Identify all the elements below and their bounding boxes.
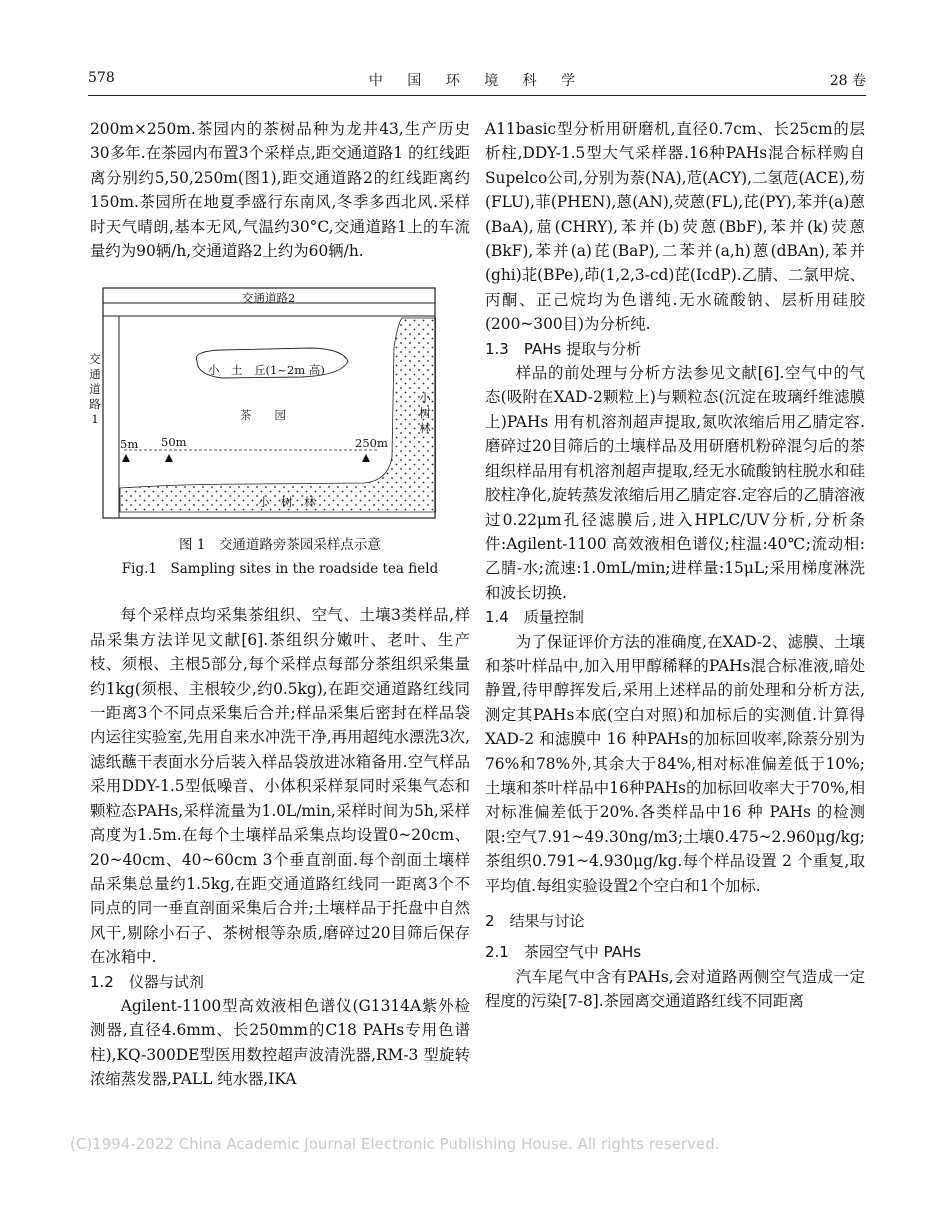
journal-title: 中 国 环 境 科 学 xyxy=(368,73,586,89)
section-2-1-heading: 2.1 茶园空气中 PAHs xyxy=(485,943,642,962)
figure-caption-en: Fig.1 Sampling sites in the roadside tea field xyxy=(121,561,439,578)
paragraph-reagents: A11basic型分析用研磨机,直径0.7cm、长25cm的层析柱,DDY-1.5型大气采样器.16种PAHs混合标样购自Supelco公司,分别为萘(NA),苊(ACY),二氢苊(ACE),芴(FLU),菲(PHEN),蒽(AN),荧蒽(FL),芘(PY),苯并(a)蒽(BaA),䓛(CHRY),苯并(b)荧蒽(BbF),苯并(k)荧蒽(BkF),苯并(a)芘(BaP),二苯并(a,h)蒽(dBAn),苯并(ghi)苝(BPe),茚(1,2,3-cd)芘(IcdP).乙腈、二氯甲烷、丙酮、正己烷均为色谱纯.无水硫酸钠、层析用硅胶(200~300目)为分析纯. xyxy=(485,120,865,334)
label-tea-garden: 茶 园 xyxy=(240,408,286,423)
label-road-1: 交通道路1 xyxy=(89,352,101,427)
label-5m: 5m xyxy=(120,437,139,452)
label-woods-bottom: 小 树 林 xyxy=(258,495,316,510)
paragraph-site-description: 200m×250m.茶园内的茶树品种为龙井43,生产历史30多年.在茶园内布置3个采样点,距交通道路1 的红线距离分别约5,50,250m(图1),距交通道路2的红线距离约150m.茶园所在地夏季盛行东南风,冬季多西北风.采样时天气晴朗,基本无风,气温约30°C,交通道路1上的车流量约为90辆/h,交通道路2上约为60辆/h. xyxy=(90,120,470,261)
figure-caption-cn: 图 1 交通道路旁茶园采样点示意 xyxy=(179,537,381,554)
page-number: 578 xyxy=(88,70,115,86)
figure-1 xyxy=(90,287,470,519)
label-50m: 50m xyxy=(161,435,187,450)
copyright-watermark: (C)1994-2022 China Academic Journal Electronic Publishing House. All rights reserved. xyxy=(70,1135,720,1153)
label-woods-right: 小树林 xyxy=(419,391,431,436)
label-road-2: 交通道路2 xyxy=(242,291,296,306)
paragraph-extraction: 样品的前处理与分析方法参见文献[6].空气中的气态(吸附在XAD-2颗粒上)与颗粒态(沉淀在玻璃纤维滤膜上)PAHs 用有机溶剂超声提取,氮吹浓缩后用乙腈定容.磨碎过20目筛后的土壤样品及用研磨机粉碎混匀后的茶组织样品用有机溶剂超声提取,经无水硫酸钠柱脱水和硅胶柱净化,旋转蒸发浓缩后用乙腈定容.定容后的乙腈溶液过0.22μm孔径滤膜后,进入HPLC/UV分析,分析条件:Agilent-1100 高效液相色谱仪;柱温:40℃;流动相:乙腈-水;流速:1.0mL/min;进样量:15μL;采用梯度淋洗和波长切换. xyxy=(485,364,865,602)
paragraph-quality-control: 为了保证评价方法的准确度,在XAD-2、滤膜、土壤和茶叶样品中,加入用甲醇稀释的PAHs混合标准液,暗处静置,待甲醇挥发后,采用上述样品的前处理和分析方法,测定其PAHs本底(空白对照)和加标后的实测值.计算得 XAD-2 和滤膜中 16 种PAHs的加标回收率,除萘分别为76%和78%外,其余大于84%,相对标准偏差低于10%;土壤和茶叶样品中16种PAHs的加标回收率大于70%,相对标准偏差低于20%.各类样品中16 种 PAHs 的检测限:空气7.91~49.30ng/m3;土壤0.475~2.960μg/kg;茶组织0.791~4.930μg/kg.每个样品设置 2 个重复,取平均值.每组实验设置2个空白和1个加标. xyxy=(485,632,865,895)
paragraph-results: 汽车尾气中含有PAHs,会对道路两侧空气造成一定程度的污染[7-8].茶园离交通道路红线不同距离 xyxy=(485,967,865,1011)
running-header xyxy=(88,70,866,92)
section-1-4-heading: 1.4 质量控制 xyxy=(485,608,584,627)
sampling-site-50m xyxy=(165,454,173,462)
section-1-2-heading: 1.2 仪器与试剂 xyxy=(90,972,204,991)
label-hill: 小 土 丘(1~2m 高) xyxy=(208,363,325,378)
section-2-heading: 2 结果与讨论 xyxy=(485,912,585,930)
right-column xyxy=(485,117,865,1014)
paragraph-sampling: 每个采样点均采集茶组织、空气、土壤3类样品,样品采集方法详见文献[6].茶组织分嫩叶、老叶、生产枝、须根、主根5部分,每个采样点每部分茶组织采集量约1kg(须根、主根较少,约0.5kg),在距交通道路红线同一距离3个不同点采集后合并;样品采集后密封在样品袋内运往实验室,先用自来水冲洗干净,再用超纯水漂洗3次,滤纸蘸干表面水分后装入样品袋放进冰箱备用.空气样品采用DDY-1.5型低噪音、小体积采样泵同时采集气态和颗粒态PAHs,采样流量为1.0L/min,采样时间为5h,采样高度为1.5m.在每个土壤样品采集点均设置0~20cm、20~40cm、40~60cm 3个垂直剖面.每个剖面土壤样品采集总量约1.5kg,在距交通道路红线同一距离3个不同点的同一垂直剖面采集后合并;土壤样品于托盘中自然风干,剔除小石子、茶树根等杂质,磨碎过20目筛后保存在冰箱中. xyxy=(90,606,470,967)
header-rule xyxy=(88,95,866,96)
left-column xyxy=(90,117,470,1092)
label-250m: 250m xyxy=(355,436,388,451)
volume-label: 28 卷 xyxy=(829,73,866,89)
paragraph-instruments: Agilent-1100型高效液相色谱仪(G1314A紫外检测器,直径4.6mm、长250mm的C18 PAHs专用色谱柱),KQ-300DE型医用数控超声波清洗器,RM-3 型旋转浓缩蒸发器,PALL 纯水器,IKA xyxy=(90,996,470,1089)
section-1-3-heading: 1.3 PAHs 提取与分析 xyxy=(485,339,642,358)
